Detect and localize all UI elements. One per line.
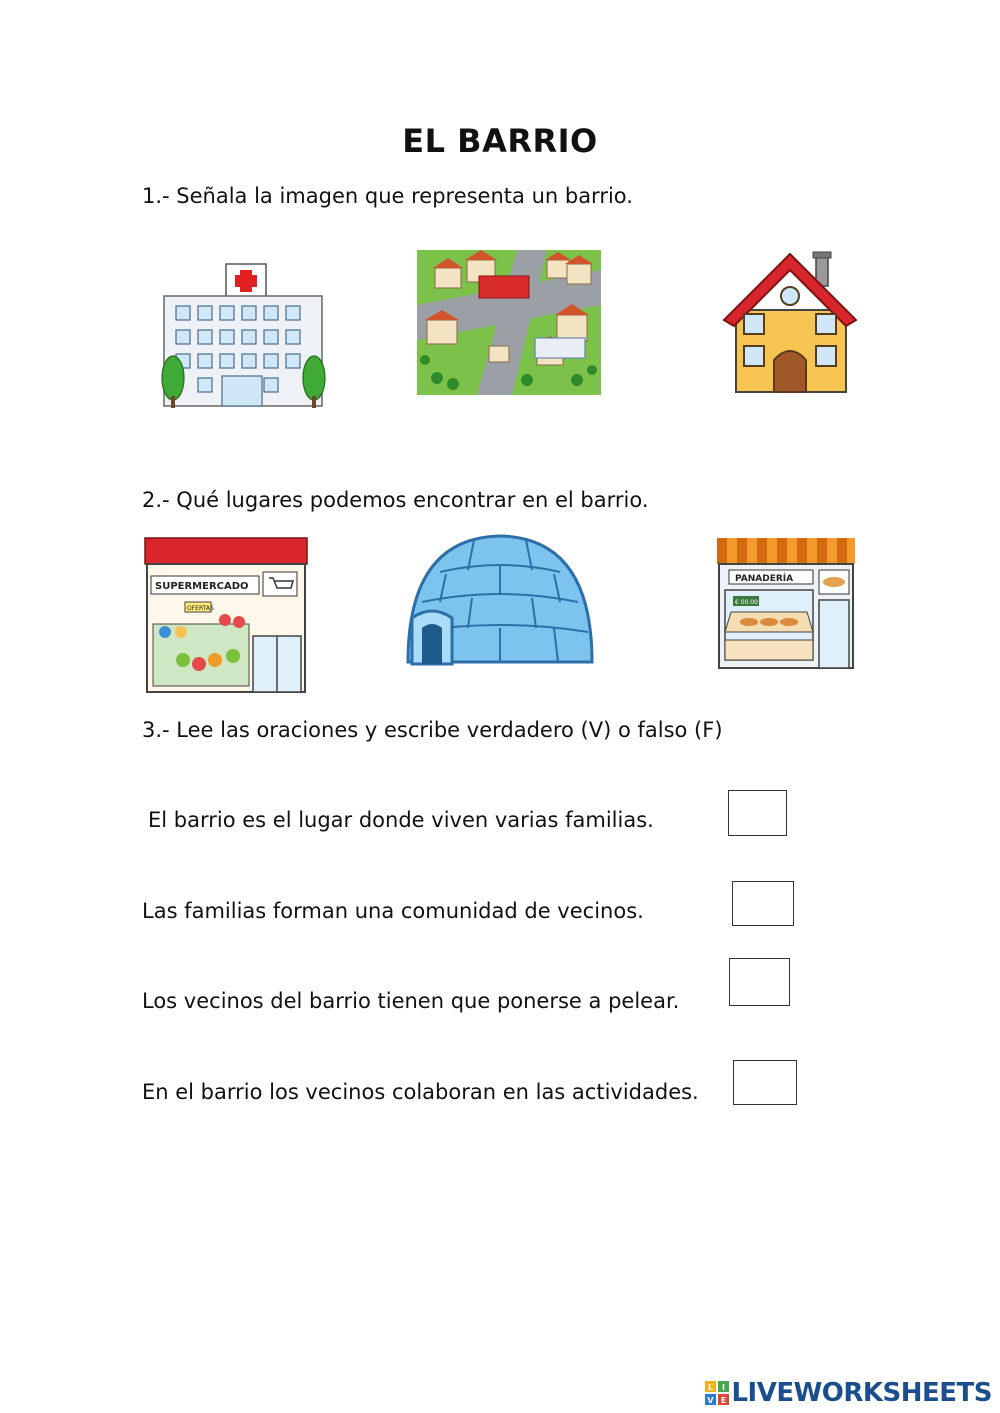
sentence-2: Las familias forman una comunidad de vecinos.	[142, 899, 644, 923]
igloo-image[interactable]	[404, 532, 596, 674]
sentence-3: Los vecinos del barrio tienen que ponerse a pelear.	[142, 989, 680, 1013]
hospital-image[interactable]	[160, 262, 332, 410]
sentence-1: El barrio es el lugar donde viven varias familias.	[148, 808, 654, 832]
liveworksheets-logo-icon	[705, 1381, 729, 1405]
logo-letter-v: V	[707, 1396, 715, 1405]
logo-letter-e: E	[721, 1396, 727, 1405]
logo-letter-l: L	[708, 1383, 714, 1392]
bakery-sign: PANADERÍA	[735, 574, 794, 584]
bakery-price: € 00.00	[735, 599, 758, 606]
bakery-image[interactable]	[715, 536, 857, 670]
question-3-prompt: 3.- Lee las oraciones y escribe verdadero (V) o falso (F)	[142, 718, 723, 742]
question-2-prompt: 2.- Qué lugares podemos encontrar en el barrio.	[142, 488, 649, 512]
neighborhood-image[interactable]	[417, 250, 601, 395]
answer-box-2[interactable]	[732, 881, 794, 926]
answer-box-3[interactable]	[729, 958, 790, 1006]
supermarket-offer: OFERTAS	[187, 605, 214, 612]
footer-brand: LIVEWORKSHEETS	[731, 1378, 992, 1408]
sentence-4: En el barrio los vecinos colaboran en las actividades.	[142, 1080, 699, 1104]
question-1-prompt: 1.- Señala la imagen que representa un barrio.	[142, 184, 633, 208]
answer-box-1[interactable]	[728, 790, 787, 836]
logo-letter-i: I	[722, 1383, 726, 1392]
supermarket-image[interactable]	[143, 536, 309, 694]
footer-logo	[705, 1378, 992, 1408]
house-image[interactable]	[722, 250, 858, 395]
supermarket-sign: SUPERMERCADO	[155, 581, 249, 592]
page-title: EL BARRIO	[402, 122, 598, 160]
answer-box-4[interactable]	[733, 1060, 797, 1105]
